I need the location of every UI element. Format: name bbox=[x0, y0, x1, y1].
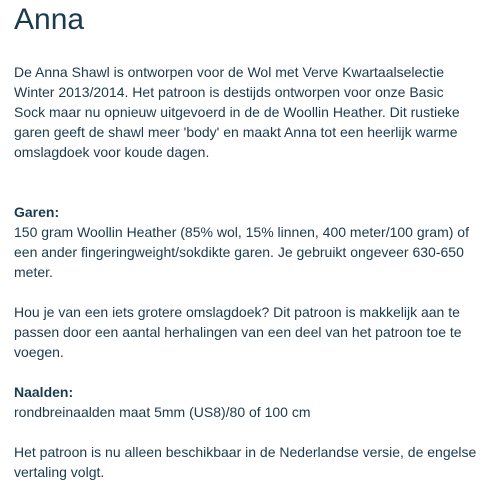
product-description bbox=[14, 0, 494, 480]
intro-line: De Anna Shawl is ontworpen voor de Wol met Verve Kwartaalselectie bbox=[14, 64, 445, 80]
naalden-heading: Naalden: bbox=[14, 384, 74, 400]
intro-line: Sock maar nu opnieuw uitgevoerd in de de Woollin Heather. Dit rustieke bbox=[14, 104, 460, 120]
note-line: Het patroon is nu alleen beschikbaar in de Nederlandse versie, de engelse bbox=[14, 444, 477, 460]
intro-line: garen geeft de shawl meer 'body' en maakt Anna tot een heerlijk warme bbox=[14, 124, 458, 140]
garen-line: een ander fingeringweight/sokdikte garen. Je gebruikt ongeveer 630-650 bbox=[14, 244, 464, 260]
garen-line: 150 gram Woollin Heather (85% wol, 15% linnen, 400 meter/100 gram) of bbox=[14, 224, 469, 240]
bigger-shawl-paragraph bbox=[14, 302, 486, 362]
garen-paragraph bbox=[14, 222, 494, 282]
intro-line: omslagdoek voor koude dagen. bbox=[14, 144, 210, 160]
garen-line: meter. bbox=[14, 264, 53, 280]
bigger-line: Hou je van een iets grotere omslagdoek? Dit patroon is makkelijk aan te bbox=[14, 304, 460, 320]
intro-line: Winter 2013/2014. Het patroon is destijds ontworpen voor onze Basic bbox=[14, 84, 444, 100]
naalden-text: rondbreinaalden maat 5mm (US8)/80 of 100 cm bbox=[14, 404, 311, 420]
intro-paragraph bbox=[14, 62, 486, 162]
bigger-line: voegen. bbox=[14, 344, 64, 360]
bigger-line: passen door een aantal herhalingen van een deel van het patroon toe te bbox=[14, 324, 462, 340]
note-line: vertaling volgt. bbox=[14, 464, 105, 480]
language-note-paragraph bbox=[14, 442, 486, 482]
page-title: Anna bbox=[14, 3, 85, 36]
garen-heading: Garen: bbox=[14, 204, 60, 220]
